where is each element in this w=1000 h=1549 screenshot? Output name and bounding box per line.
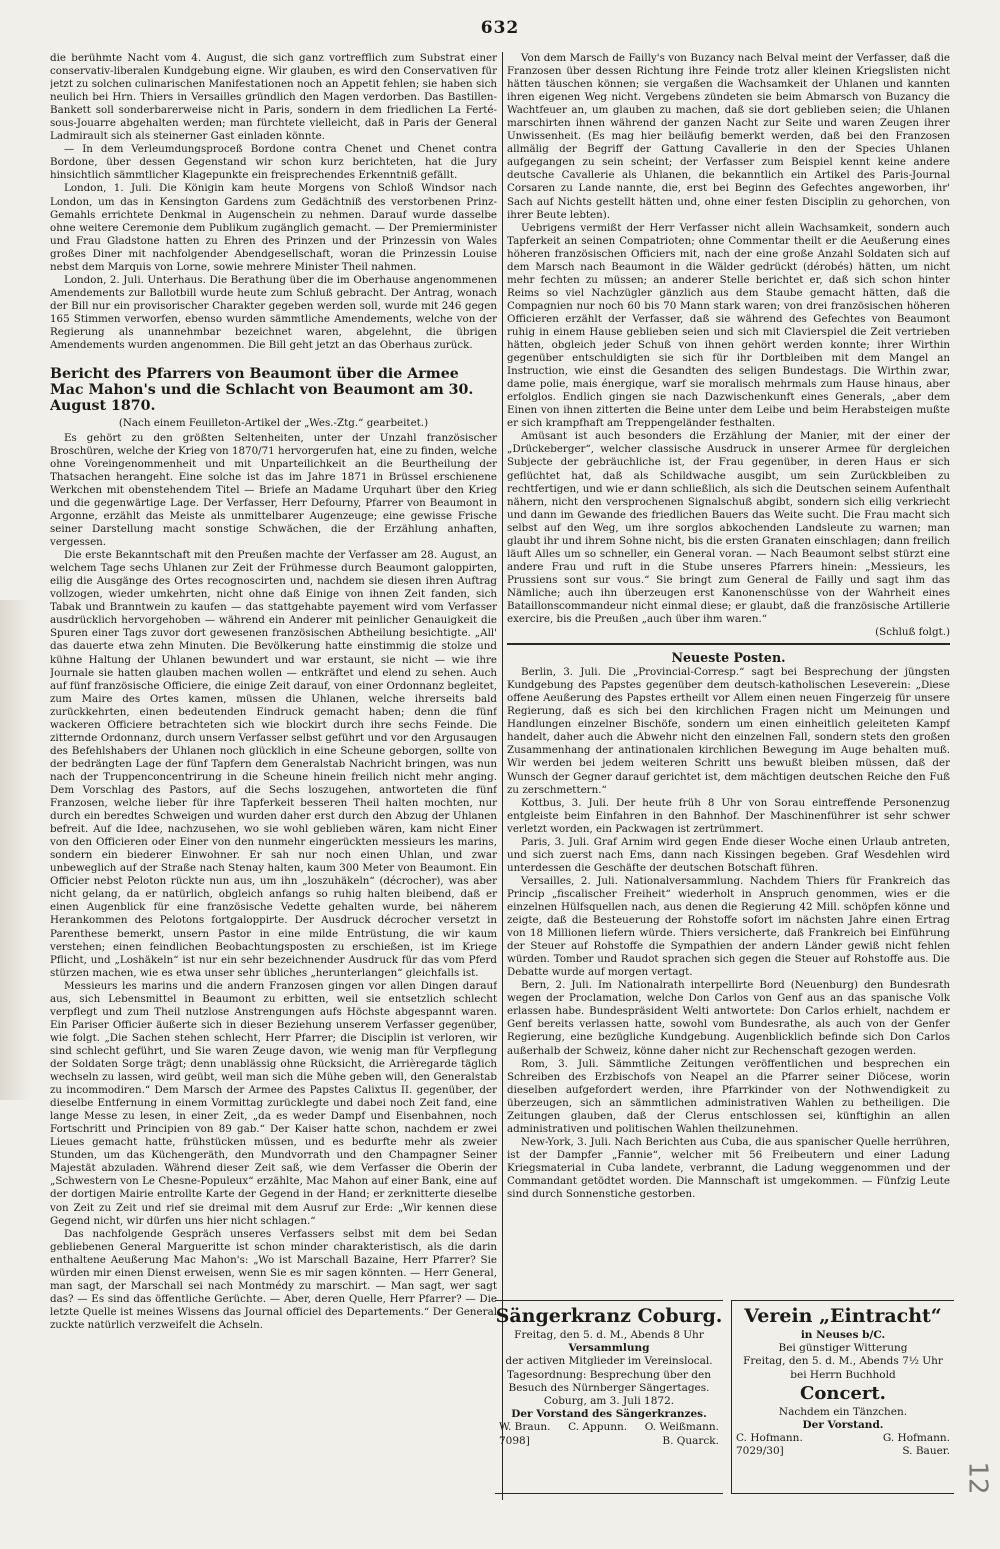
ad-line: Coburg, am 3. Juli 1872.	[543, 1395, 675, 1408]
paragraph: Die erste Bekanntschaft mit den Preußen machte der Verfasser am 28. August, an welchem Tage sechs Uhlanen zur Zeit der Frühmesse durch Beaumont galoppirten, eilig die Ausgänge des Ortes recognoscirten und, nachdem sie diesen ihren Auftrag vollzogen, wieder umkehrten, nicht ohne daß Einige von ihnen Zeit fanden, sich Tabak und Branntwein zu kaufen — das stattgehabte payement wird vom Verfasser ausdrücklich hervorgehoben — während ein Anderer mit peinlicher Genauigkeit die Spuren einer Tags zuvor dort gewesenen französischen Abtheilung besichtigte. „All' das dauerte etwa zehn Minuten. Die Bevölkerung hatte einstimmig die stolze und kühne Haltung der Uhlanen bewundert und war erstaunt, sie nicht — wie ihre Journale sie hatten glauben machen wollen — entkräftet und elend zu sehen. Auch auf fünf französische Officiere, die einige Zeit darauf, von einer Ordonnanz begleitet, zum Maire des Ortes kamen, müssen die Uhlanen, welche ihrerseits bald zurückkehrten, einen bedeutenden Eindruck gemacht haben; denn die fünf wackeren Officiere betrachteten sich wie blockirt durch ihre sechs Feinde. Die zitternde Ordonnanz, durch unsern Verfasser selbst geführt und vor den Argusaugen des Befehlshabers der Uhlanen noch glücklich in eine Scheune geborgen, sollte von der bedrängten Lage der fünf Tapfern dem Generalstab Nachricht bringen, was nun nach der Truppenconcentrirung in die Scheune hinein freilich nicht mehr anging. Dem Vorschlag des Pastors, auf die Sechs loszugehen, antworteten die fünf Franzosen, welche lieber für ihre Tapferkeit besseren Theil halten mochten, nur durch ein beredtes Schweigen und wurden daher erst durch den Abzug der Uhlanen befreit. Auf die Idee, nachzusehen, wo sie wohl geblieben wären, kam nicht Einer von den Officieren oder Einer von den nunmehr eingerückten messieurs les marins, sondern ein biederer Einwohner. Er sah nur noch einen Uhlan, und zwar unbeweglich auf der Straße nach Stenay halten, kaum 300 Meter von Beaumont. Ein Officier nebst Peloton rückte nun aus, um ihn „loszuhäkeln“ (décrocher), was aber nicht gelang, da er natürlich, obgleich anfangs so ruhig halten bleibend, daß er einen Augenblick für eine französische Vedette gehalten wurde, bei näherem Herankommen des Pelotons fortgaloppirte. Der Ausdruck décrocher versetzt in Parenthese bemerkt, unsern Pastor in eine milde Entrüstung, die wir kaum verstehen; einen feindlichen Beobachtungsposten zu erschießen, ist im Kriege Pflicht, und „Loshäkeln“ ist nur ein sehr bezeichnender Ausdruck für das vom Pferd stürzen machen, wie es etwa unser sehr übliches „herunterlangen“ gleichfalls ist.	[50, 549, 497, 979]
paragraph: die berühmte Nacht vom 4. August, die sich ganz vortrefflich zum Substrat einer conservativ-liberalen Kundgebung eigne. Wir glauben, es wird den Conservativen für jetzt zu solchen culinarischen Manifestationen noch an Appetit fehlen; sie haben sich neulich bei Hrn. Thiers in Versailles gründlich den Magen verdorben. Das Bastillen-Bankett soll sonderbarerweise nicht in Paris, sondern in dem friedlichen La Ferté-sous-Jouarre abgehalten werden; man fürchtete vielleicht, daß in Paris der General Ladmirault sich als steinerner Gast einladen könnte.	[50, 52, 497, 143]
ad-eintracht	[731, 1300, 954, 1494]
page-edge-shading	[0, 600, 30, 1100]
ad-line: Freitag, den 5. d. M., Abends 7½ Uhr	[743, 1355, 943, 1368]
news-item: New-York, 3. Juli. Nach Berichten aus Cuba, die aus spanischer Quelle herrühren, ist der Dampfer „Fannie“, welcher mit 56 Freibeutern und einer Ladung Kriegsmaterial in Cuba landete, verbrannt, die Ladung weggenommen und der Commandant getödtet worden. Die Mannschaft ist umgekommen. — Fünfzig Leute sind durch Sonnenstiche gestorben.	[507, 1135, 950, 1201]
ad-signatures	[732, 1432, 954, 1445]
ad-line: Der Vorstand.	[802, 1419, 884, 1432]
ad-name: S. Bauer.	[902, 1445, 950, 1458]
left-column	[50, 52, 497, 1492]
ad-saengerkranz	[495, 1300, 723, 1494]
ad-line: Concert.	[800, 1382, 886, 1404]
article-subtitle: (Nach einem Feuilleton-Artikel der „Wes.-Ztg.“ gearbeitet.)	[118, 416, 429, 429]
ad-line: Tagesordnung: Besprechung über den Besuch des Nürnberger Sängertages.	[507, 1368, 711, 1394]
paragraph: Von dem Marsch de Failly's von Buzancy nach Belval meint der Verfasser, daß die Franzosen über dessen Richtung ihre Feinde trotz aller kleinen Kriegslisten nicht hätten täuschen können; sie vergaßen die Wachsamkeit der Uhlanen und kannten ihren eigenen Weg nicht. Vergebens zündeten sie beim Abmarsch von Buzancy die Wachtfeuer an, um glauben zu machen, daß sie dort geblieben seien; die Uhlanen marschirten ihnen während der ganzen Nacht zur Seite und waren Zeugen ihrer Unwissenheit. (Es mag hier beiläufig bemerkt werden, daß bei den Franzosen allmälig der Begriff der Gattung Cavallerie in den der Species Uhlanen aufgegangen zu sein scheint; der Verfasser zum Beispiel kennt keine andere deutsche Cavallerie als Uhlanen, die bekanntlich ein Artikel des Paris-Journal Corsaren zu Lande nannte, die, erst bei Beginn des Gefechtes angeworben, ihr' Sach auf Nichts gestellt hätten und, ohne einer festen Disciplin zu gehorchen, von ihrer Beute lebten).	[507, 52, 950, 221]
column-divider	[502, 52, 503, 1500]
margin-handwriting: 12	[962, 1461, 993, 1495]
paragraph: Messieurs les marins und die andern Franzosen gingen vor allen Dingen darauf aus, sich Lebensmittel in Beaumont zu erbitten, weil sie entsetzlich schlecht verpflegt und zum Theil nutzlose Anstrengungen aufs Höchste abgespannt waren. Ein Pariser Officier äußerte sich in dieser Beziehung unserem Verfasser gegenüber, wie folgt. „Die Sachen stehen schlecht, Herr Pfarrer; die Disciplin ist verloren, wir sind schlecht geführt, und Sie waren Zeuge davon, wie wenig man für Verpflegung der Soldaten Sorge trägt; denn unablässig ohne Rücksicht, die Arrièregarde täglich wechseln zu lassen, wird geübt, weil man sich die Mühe geben will, den Generalstab zu incommodiren.“ Dem Marsch der Armee des Papstes Calixtus II. gegenüber, der dieselbe Entfernung in einem Vormittag zurücklegte und dabei noch Zeit fand, eine lange Messe zu lesen, in einer Zeit, „da es weder Dampf und Eisenbahnen, noch Fortschritt und Principien von 89 gab.“ Der Kaiser hatte schon, nachdem er zwei Lieues gemacht hatte, frühstücken müssen, und es bedurfte mehr als zweier Stunden, um das Küchengeräth, den Mundvorrath und den Champagner Seiner Majestät abzuladen. Während dieser Zeit saß, wie dem Verfasser die Oberin der „Schwestern von Le Chesne-Populeux“ erzählte, Mac Mahon auf einer Bank, eine auf der dortigen Mairie entrollte Karte der Gegend in der Hand; er zerknitterte dieselbe von Zeit zu Zeit und rief sie dreimal mit dem Ausruf zur Erde: „Wir kennen diese Gegend nicht, wir dürfen uns hier nicht schlagen.“	[50, 979, 497, 1227]
ad-signatures	[495, 1421, 723, 1434]
news-item: Bern, 2. Juli. Im Nationalrath interpellirte Bord (Neuenburg) den Bundesrath wegen der Proclamation, welche Don Carlos von Genf aus an das spanische Volk erlassen habe. Bundespräsident Welti antwortete: Don Carlos erhielt, nachdem er Genf bereits verlassen hatte, sowohl vom Bundesrathe, als auch von der Genfer Regierung, eine bezügliche Kundgebung. Augenblicklich befinde sich Don Carlos außerhalb der Schweiz, könne daher nicht zur Rechenschaft gezogen werden.	[507, 979, 950, 1057]
ad-line: Bei günstiger Witterung	[778, 1342, 908, 1355]
right-column	[507, 52, 950, 1297]
paragraph: Uebrigens vermißt der Herr Verfasser nicht allein Wachsamkeit, sondern auch Tapferkeit an seinen Compatrioten; ohne Commentar theilt er die Aeußerung eines höheren französischen Officiers mit, nach der eine große Anzahl Soldaten sich auf dem Marsch nach Beaumont in die Wälder gedrückt (dérobés) hätten, um nicht mehr fechten zu müssen; an anderer Stelle berichtet er, daß sich schon hinter Reims so viel Nachzügler gänzlich aus dem Staube gemacht hätten, daß die Compagnien nur noch 60 bis 70 Mann stark waren; von drei französischen höheren Officieren erzählt der Verfasser, daß sie während des Gefechtes von Beaumont ruhig in einem Hause geblieben seien und sich mit Clavierspiel die Zeit vertrieben hätten, obgleich jeder Schuß von ihnen gehört werden konnte; ihrer Wirthin gegenüber entschuldigten sie sich für ihr Dortbleiben mit dem Mangel an Instruction, wie einst die Gesandten des seligen Bundestags. Die Wirthin zwar, dame polie, mais énergique, warf sie moralisch mehrmals zum Hause hinaus, aber erfolglos. Endlich gingen sie nach Dazwischenkunft eines Generals, „aber dem Einen von ihnen zitterten die Beine unter dem Leibe und beim Herabsteigen mußte er sich krampfhaft am Treppengeländer festhalten.	[507, 221, 950, 430]
ad-line: Freitag, den 5. d. M., Abends 8 Uhr	[514, 1329, 704, 1341]
news-item: Berlin, 3. Juli. Die „Provincial-Corresp.“ sagt bei Besprechung der jüngsten Kundgebung des Papstes gegenüber dem deutsch-katholischen Leseverein: „Diese offene Aeußerung des Papstes ertheilt vor Allem einen neuen Fingerzeig für unsere Regierung, daß es sich bei den kirchlichen Fragen nicht um Meinungen und Handlungen einzelner Bischöfe, sondern um einen einheitlich geleiteten Kampf handelt, daher auch die Abwehr nicht den einzelnen Fall, sondern stets den großen Zusammenhang der antinationalen kirchlichen Bewegung im Auge behalten muß. Wir werden bei jedem weiteren Schritt uns bewußt bleiben müssen, daß der Wunsch der Gegner darauf gerichtet ist, dem mächtigen deutschen Reiche den Fuß zu zerschmettern.“	[507, 666, 950, 796]
ad-line: in Neuses b/C.	[800, 1329, 886, 1341]
paragraph: London, 1. Juli. Die Königin kam heute Morgens von Schloß Windsor nach London, um das in Kensington Gardens zum Gedächtniß des verstorbenen Prinz-Gemahls errichtete Denkmal in Augenschein zu nehmen. Darauf wurde dasselbe ohne weitere Ceremonie dem Publikum zugänglich gemacht. — Der Premierminister und Frau Gladstone hatten zu Ehren des Prinzen und der Prinzessin von Wales großes Diner mit nachfolgender Abendgesellschaft, woran die Prinzessin Louise nebst dem Marquis von Lorne, sowie mehrere Minister Theil nahmen.	[50, 182, 497, 273]
advertisements	[495, 1300, 953, 1500]
article-title: Bericht des Pfarrers von Beaumont über die Armee Mac Mahon's und die Schlacht von Beaumont am 30. August 1870.	[50, 366, 474, 415]
paragraph: London, 2. Juli. Unterhaus. Die Berathung über die im Oberhause angenommenen Amendements zur Ballotbill wurde heute zum Schluß gebracht. Der Antrag, wonach der Bill nur ein provisorischer Charakter gegeben werden soll, wurde mit 246 gegen 165 Stimmen verworfen, ebenso wurden sämmtliche Amendements, welche von der Regierung als unannehmbar bezeichnet waren, abgelehnt, die übrigen Amendements wurden angenommen. Die Bill geht jetzt an das Oberhaus zurück.	[50, 273, 497, 352]
ad-line: Nachdem ein Tänzchen.	[778, 1405, 908, 1418]
paragraph: Das nachfolgende Gespräch unseres Verfassers selbst mit dem bei Sedan gebliebenen General Margueritte ist schon minder charakteristisch, als die darin enthaltene Aeußerung Mac Mahon's: „Wo ist Marschall Bazaine, Herr Pfarrer? Sie würden mir einen Dienst erweisen, wenn Sie es mir sagen könnten. — Herr General, man sagt, der Marschall sei nach Montmédy zu marschirt. — Man sagt, wer sagt das? — Es sind das öffentliche Gerüchte. — Aber, deren Quelle, Herr Pfarrer? — Die letzte Quelle ist meines Wissens das Journal officiel des Departements.“ Der General zuckte natürlich verzweifelt die Achseln.	[50, 1227, 497, 1331]
news-item: Paris, 3. Juli. Graf Arnim wird gegen Ende dieser Woche einen Urlaub antreten, und sich zuerst nach Ems, dann nach Kissingen begeben. Graf Wesdehlen wird unterdessen die Geschäfte der deutschen Botschaft führen.	[507, 835, 950, 874]
ad-name: C. Appunn.	[568, 1421, 628, 1434]
section-divider	[507, 643, 950, 645]
ad-name: C. Hofmann.	[736, 1432, 803, 1445]
ad-line: der activen Mitglieder im Vereinslocal.	[505, 1355, 713, 1368]
ad-name: W. Braun.	[499, 1421, 551, 1434]
ad-line: Der Vorstand des Sängerkranzes.	[511, 1408, 707, 1421]
ad-footer	[495, 1435, 723, 1448]
ad-footer	[732, 1445, 954, 1458]
news-item: Rom, 3. Juli. Sämmtliche Zeitungen veröffentlichen und besprechen ein Schreiben des Erzbischofs von Neapel an die Pfarrer seiner Diöcese, worin dieselben aufgefordert werden, ihre Pfarrkinder von der Nothwendigkeit zu überzeugen, sich an sämmtlichen administrativen Wahlen zu betheiligen. Die Zeitungen glauben, daß der Clerus entschlossen sei, künftighin an allen administrativen und politischen Wahlen theilzunehmen.	[507, 1057, 950, 1135]
paragraph: Es gehört zu den größten Seltenheiten, unter der Unzahl französischer Broschüren, welche der Krieg von 1870/71 hervorgerufen hat, eine zu finden, welche ohne Voreingenommenheit und mit Unparteilichkeit an die Beurtheilung der Thatsachen herangeht. Eine solche ist das im Jahre 1871 in Brüssel erschienene Werkchen mit obenstehendem Titel — Briefe an Madame Urquhart über den Krieg und die gegenwärtige Lage. Der Verfasser, Herr Defourny, Pfarrer von Beaumont in Argonne, erzählt das Meiste als unmittelbarer Augenzeuge; eine gewisse Frische seiner Darstellung macht sonstige Schwächen, die der Erzählung anhaften, vergessen.	[50, 431, 497, 549]
ad-title: Verein „Eintracht“	[744, 1305, 942, 1327]
ad-name: B. Quarck.	[662, 1434, 719, 1447]
ad-code: 7029/30]	[736, 1445, 784, 1458]
ad-line: Versammlung	[568, 1342, 650, 1355]
ad-line: bei Herrn Buchhold	[790, 1368, 896, 1381]
ad-name: O. Weißmann.	[644, 1421, 719, 1434]
paragraph: Amüsant ist auch besonders die Erzählung der Manier, mit der einer der „Drückeberger“, welcher classische Ausdruck in unserer Armee für dergleichen Subjecte der gebräuchliche ist, der Frau gegenüber, in deren Haus er sich geflüchtet hat, daß als Schildwache ausgibt, um sein Zurückbleiben zu rechtfertigen, und wie er dann schließlich, als sich die Deutschen seinem Aufenthalt nähern, nicht den versprochenen Signalschuß abgibt, sondern sich eilig verkriecht und dann im Gewande des friedlichen Bauers das Weite sucht. Die Frau macht sich selbst auf den Weg, um ihre sorglos abkochenden Landsleute zu warnen; man glaubt ihr und ihrem Sohne nicht, bis die ersten Granaten einschlagen; dann freilich läuft Alles um so schneller, ein General voran. — Nach Beaumont selbst stürzt eine andere Frau und ruft in die Stube unseres Pfarrers hinein: „Messieurs, les Prussiens sont sur vous.“ Sie bringt zum General de Failly und sagt ihm das Nämliche; auch ihn überzeugen erst Kanonenschüsse von der Wahrheit eines Bataillonscommandeur nicht einmal diese; er glaubt, daß die französische Artillerie exercire, bis die Preußen „auch über ihm waren.“	[507, 430, 950, 626]
page-number: 632	[480, 18, 520, 38]
article-signoff: (Schluß folgt.)	[875, 626, 950, 639]
ad-code: 7098]	[499, 1434, 530, 1447]
news-section-title: Neueste Posten.	[671, 650, 786, 666]
news-item: Versailles, 2. Juli. Nationalversammlung. Nachdem Thiers für Frankreich das Princip „fiscalischer Freiheit“ wiederholt in Anspruch genommen, wies er die einzelnen Hülfsquellen nach, aus denen die Regierung 42 Mill. schöpfen könne und zeigte, daß die Besteuerung der Rohstoffe sofort im nächsten Jahre einen Ertrag von 18 Millionen liefern würde. Thiers versicherte, daß Frankreich bei Einführung der Steuer auf Rohstoffe die Sympathien der andern Länder gewiß nicht fehlen würden. Tomber und Raudot sprachen sich gegen die Steuer auf Rohstoffe aus. Die Debatte wurde auf morgen vertagt.	[507, 874, 950, 979]
ad-name: G. Hofmann.	[882, 1432, 950, 1445]
news-item: Kottbus, 3. Juli. Der heute früh 8 Uhr von Sorau eintreffende Personenzug entgleiste beim Einfahren in den Bahnhof. Der Maschinenführer ist sehr schwer verletzt worden, ein Packwagen ist zertrümmert.	[507, 796, 950, 835]
paragraph: — In dem Verleumdungsproceß Bordone contra Chenet und Chenet contra Bordone, über dessen Gegenstand wir schon kurz berichteten, hat die Jury hinsichtlich sämmtlicher Klagepunkte ein freisprechendes Erkenntniß gefällt.	[50, 143, 497, 182]
ad-title: Sängerkranz Coburg.	[495, 1305, 723, 1327]
